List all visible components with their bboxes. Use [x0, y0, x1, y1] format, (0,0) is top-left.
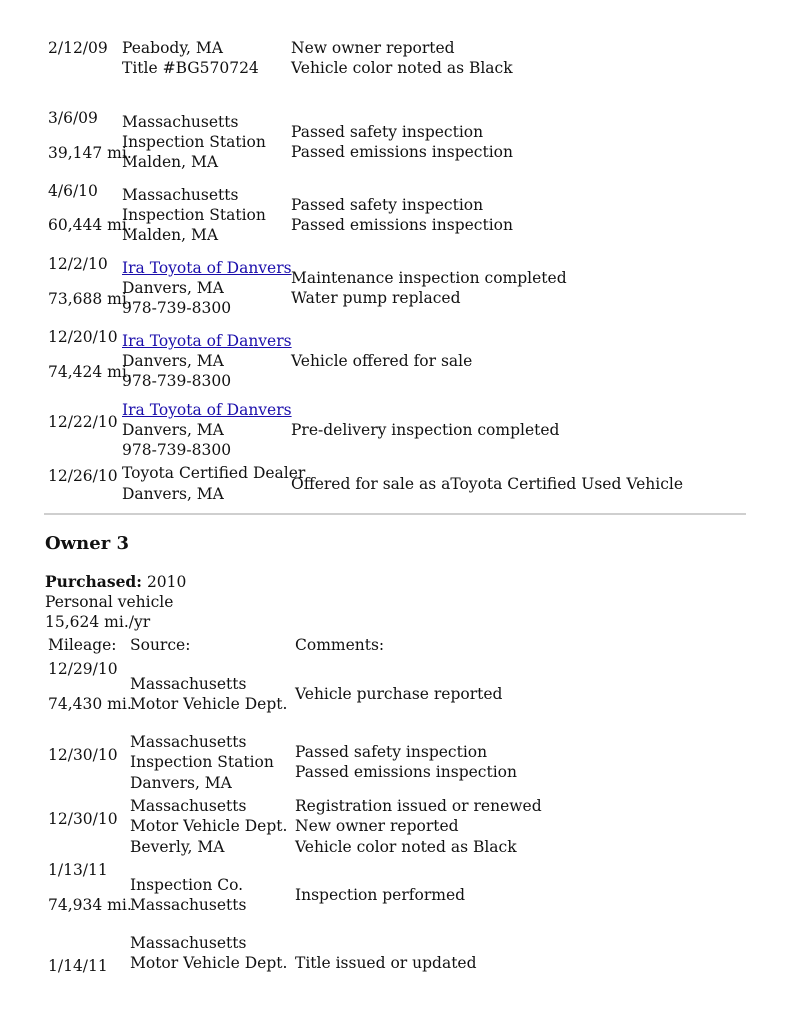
record-mileage: 60,444 mi.	[48, 216, 132, 234]
record-source-line: 978-739-8300	[122, 299, 232, 317]
record-comment: Offered for sale as aToyota Certified Used Vehicle	[291, 475, 684, 493]
record-source-line: Danvers, MA	[122, 352, 224, 370]
record-source-line: Massachusetts	[130, 896, 247, 914]
mileage-rate: 15,624 mi./yr	[45, 613, 151, 631]
owner-heading: Owner 3	[45, 533, 129, 554]
record-source-line: Massachusetts	[130, 934, 247, 952]
record-source-line: Massachusetts	[130, 675, 247, 693]
record-comment: Passed emissions inspection	[295, 763, 517, 781]
record-comment: Vehicle purchase reported	[295, 685, 503, 703]
record-comment: Passed emissions inspection	[291, 216, 513, 234]
record-date: 12/2/10	[48, 255, 108, 273]
record-comment: Passed emissions inspection	[291, 143, 513, 161]
record-comment: Pre-delivery inspection completed	[291, 421, 560, 439]
record-comment: Vehicle color noted as Black	[291, 59, 513, 77]
record-comment: New owner reported	[295, 817, 459, 835]
vehicle-type: Personal vehicle	[45, 593, 174, 611]
dealer-link[interactable]: Ira Toyota of Danvers	[122, 259, 292, 277]
record-source-line: Inspection Station	[122, 206, 266, 224]
record-source-line: 978-739-8300	[122, 372, 232, 390]
record-comment: New owner reported	[291, 39, 455, 57]
record-source-line: Beverly, MA	[130, 838, 225, 856]
dealer-link[interactable]: Ira Toyota of Danvers	[122, 401, 292, 419]
purchase-info	[45, 572, 186, 592]
record-comment: Registration issued or renewed	[295, 797, 542, 815]
section-divider	[44, 513, 746, 515]
record-date: 1/14/11	[48, 957, 108, 975]
record-date: 4/6/10	[48, 182, 98, 200]
record-source-line: Massachusetts	[130, 797, 247, 815]
record-comment: Vehicle color noted as Black	[295, 838, 517, 856]
record-source-line: Motor Vehicle Dept.	[130, 954, 288, 972]
record-comment: Passed safety inspection	[291, 123, 484, 141]
record-source-line: Toyota Certified Dealer	[122, 464, 306, 482]
record-comment: Vehicle offered for sale	[291, 352, 473, 370]
record-source-line: Inspection Station	[122, 133, 266, 151]
record-comment: Water pump replaced	[291, 289, 461, 307]
record-date: 12/29/10	[48, 660, 118, 678]
record-date: 2/12/09	[48, 39, 108, 57]
record-source-line: Inspection Station	[130, 753, 274, 771]
record-comment: Inspection performed	[295, 886, 466, 904]
record-date: 12/20/10	[48, 328, 118, 346]
record-source-line: Title #BG570724	[122, 59, 259, 77]
column-header-mileage: Mileage:	[48, 636, 117, 654]
record-source-line: Malden, MA	[122, 153, 219, 171]
record-date: 3/6/09	[48, 109, 98, 127]
record-source-line: Motor Vehicle Dept.	[130, 695, 288, 713]
record-source-line: Motor Vehicle Dept.	[130, 817, 288, 835]
dealer-link[interactable]: Ira Toyota of Danvers	[122, 332, 292, 350]
record-date: 12/30/10	[48, 746, 118, 764]
record-comment: Passed safety inspection	[295, 743, 488, 761]
record-mileage: 39,147 mi.	[48, 144, 132, 162]
record-source-line: Danvers, MA	[122, 485, 224, 503]
record-mileage: 73,688 mi.	[48, 290, 132, 308]
record-source-line: Massachusetts	[122, 113, 239, 131]
record-date: 12/26/10	[48, 467, 118, 485]
purchased-label: Purchased:	[45, 572, 142, 591]
record-date: 1/13/11	[48, 861, 108, 879]
record-mileage: 74,934 mi.	[48, 896, 132, 914]
record-comment: Passed safety inspection	[291, 196, 484, 214]
record-source-line: Malden, MA	[122, 226, 219, 244]
record-source-line: Massachusetts	[130, 733, 247, 751]
record-source-line: Danvers, MA	[130, 774, 232, 792]
record-mileage: 74,430 mi.	[48, 695, 132, 713]
purchased-value: 2010	[146, 573, 187, 591]
record-source-line: Danvers, MA	[122, 421, 224, 439]
record-source-line: Danvers, MA	[122, 279, 224, 297]
record-mileage: 74,424 mi.	[48, 363, 132, 381]
record-source-line: Massachusetts	[122, 186, 239, 204]
record-comment: Maintenance inspection completed	[291, 269, 567, 287]
record-date: 12/22/10	[48, 413, 118, 431]
record-date: 12/30/10	[48, 810, 118, 828]
record-source-line: Peabody, MA	[122, 39, 223, 57]
record-comment: Title issued or updated	[295, 954, 477, 972]
record-source-line: 978-739-8300	[122, 441, 232, 459]
column-header-comments: Comments:	[295, 636, 385, 654]
record-source-line: Inspection Co.	[130, 876, 244, 894]
column-header-source: Source:	[130, 636, 191, 654]
